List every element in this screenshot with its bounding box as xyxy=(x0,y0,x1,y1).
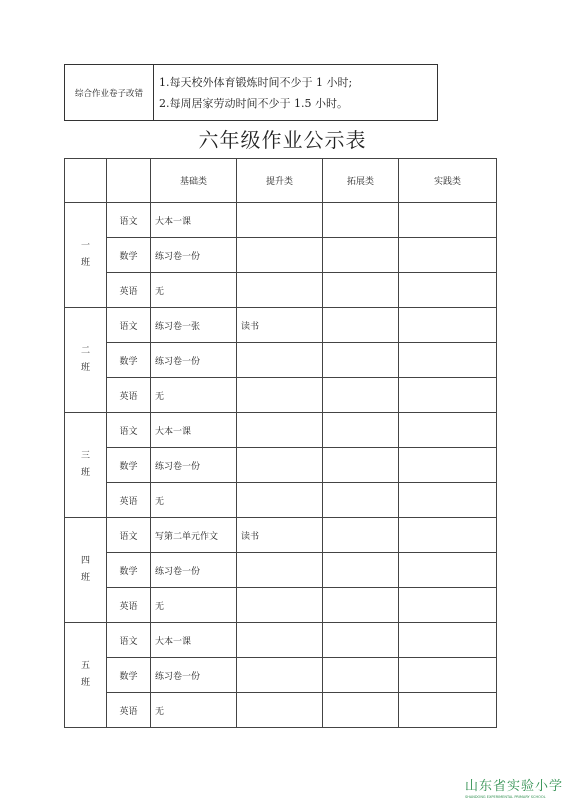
subject-cell: 数学 xyxy=(107,553,151,588)
homework-cell xyxy=(323,343,399,378)
homework-cell xyxy=(399,588,497,623)
table-row xyxy=(65,483,497,518)
note-label: 综合作业卷子改错 xyxy=(65,65,154,121)
homework-cell: 练习卷一份 xyxy=(151,553,237,588)
homework-cell xyxy=(323,588,399,623)
homework-cell xyxy=(237,413,323,448)
homework-cell xyxy=(237,588,323,623)
homework-cell xyxy=(399,308,497,343)
homework-cell xyxy=(399,203,497,238)
homework-cell xyxy=(323,378,399,413)
header-class xyxy=(65,159,107,203)
table-row xyxy=(65,448,497,483)
subject-cell: 数学 xyxy=(107,448,151,483)
header-row xyxy=(65,159,497,203)
table-row xyxy=(65,518,497,553)
table-row xyxy=(65,343,497,378)
homework-cell: 大本一课 xyxy=(151,203,237,238)
homework-cell: 练习卷一份 xyxy=(151,448,237,483)
homework-cell xyxy=(237,693,323,728)
homework-cell xyxy=(323,413,399,448)
class-name: 一 班 xyxy=(65,203,107,308)
subject-cell: 英语 xyxy=(107,273,151,308)
subject-cell: 语文 xyxy=(107,203,151,238)
homework-cell xyxy=(399,448,497,483)
header-subject xyxy=(107,159,151,203)
subject-cell: 语文 xyxy=(107,518,151,553)
class-name: 二 班 xyxy=(65,308,107,413)
homework-cell: 无 xyxy=(151,273,237,308)
homework-cell xyxy=(237,203,323,238)
homework-cell xyxy=(323,693,399,728)
homework-cell: 读书 xyxy=(237,308,323,343)
note-text xyxy=(154,65,438,121)
subject-cell: 英语 xyxy=(107,378,151,413)
homework-cell xyxy=(399,553,497,588)
homework-cell xyxy=(399,623,497,658)
homework-cell xyxy=(237,483,323,518)
header-practice: 实践类 xyxy=(399,159,497,203)
class-name: 四 班 xyxy=(65,518,107,623)
homework-cell xyxy=(323,448,399,483)
table-row xyxy=(65,658,497,693)
table-row xyxy=(65,308,497,343)
subject-cell: 数学 xyxy=(107,238,151,273)
homework-cell xyxy=(323,553,399,588)
subject-cell: 语文 xyxy=(107,308,151,343)
homework-cell: 练习卷一份 xyxy=(151,238,237,273)
school-logo xyxy=(465,775,564,799)
homework-cell: 大本一课 xyxy=(151,623,237,658)
requirements-note xyxy=(64,64,438,121)
homework-cell xyxy=(323,518,399,553)
header-basic: 基础类 xyxy=(151,159,237,203)
homework-cell xyxy=(323,273,399,308)
homework-cell xyxy=(323,623,399,658)
note-line-1: 1.每天校外体育锻炼时间不少于 1 小时; xyxy=(159,75,353,89)
homework-cell: 练习卷一张 xyxy=(151,308,237,343)
homework-cell: 无 xyxy=(151,693,237,728)
homework-cell xyxy=(399,483,497,518)
subject-cell: 数学 xyxy=(107,343,151,378)
table-row xyxy=(65,623,497,658)
homework-cell xyxy=(323,308,399,343)
homework-cell xyxy=(399,238,497,273)
homework-cell xyxy=(237,448,323,483)
homework-cell xyxy=(323,203,399,238)
homework-cell xyxy=(237,378,323,413)
header-extension: 拓展类 xyxy=(323,159,399,203)
homework-cell xyxy=(237,343,323,378)
class-name: 三 班 xyxy=(65,413,107,518)
page-title: 六年级作业公示表 xyxy=(198,128,367,152)
table-row xyxy=(65,273,497,308)
homework-cell xyxy=(399,343,497,378)
school-name-en: SHANDONG EXPERIMENTAL PRIMARY SCHOOL xyxy=(465,795,546,799)
homework-cell: 无 xyxy=(151,378,237,413)
homework-cell: 写第二单元作文 xyxy=(151,518,237,553)
homework-cell xyxy=(237,553,323,588)
homework-cell xyxy=(399,658,497,693)
header-advanced: 提升类 xyxy=(237,159,323,203)
homework-cell xyxy=(323,658,399,693)
table-row xyxy=(65,553,497,588)
homework-cell xyxy=(399,413,497,448)
homework-cell xyxy=(323,238,399,273)
subject-cell: 英语 xyxy=(107,483,151,518)
table-row xyxy=(65,378,497,413)
homework-cell: 大本一课 xyxy=(151,413,237,448)
note-line-2: 2.每周居家劳动时间不少于 1.5 小时。 xyxy=(159,96,348,110)
homework-cell xyxy=(237,273,323,308)
subject-cell: 数学 xyxy=(107,658,151,693)
homework-cell: 无 xyxy=(151,588,237,623)
table-row xyxy=(65,203,497,238)
table-body xyxy=(65,203,497,728)
homework-cell xyxy=(237,658,323,693)
homework-cell xyxy=(237,238,323,273)
class-name: 五 班 xyxy=(65,623,107,728)
subject-cell: 语文 xyxy=(107,623,151,658)
subject-cell: 英语 xyxy=(107,588,151,623)
homework-table xyxy=(64,158,497,728)
homework-cell xyxy=(399,518,497,553)
table-row xyxy=(65,693,497,728)
table-row xyxy=(65,588,497,623)
homework-cell: 练习卷一份 xyxy=(151,658,237,693)
homework-cell xyxy=(399,273,497,308)
homework-cell: 读书 xyxy=(237,518,323,553)
table-row xyxy=(65,413,497,448)
homework-cell xyxy=(399,378,497,413)
homework-cell: 练习卷一份 xyxy=(151,343,237,378)
homework-cell xyxy=(237,623,323,658)
subject-cell: 语文 xyxy=(107,413,151,448)
subject-cell: 英语 xyxy=(107,693,151,728)
school-name: 山东省实验小学 xyxy=(465,779,564,794)
homework-cell xyxy=(323,483,399,518)
table-row xyxy=(65,238,497,273)
homework-cell xyxy=(399,693,497,728)
homework-cell: 无 xyxy=(151,483,237,518)
